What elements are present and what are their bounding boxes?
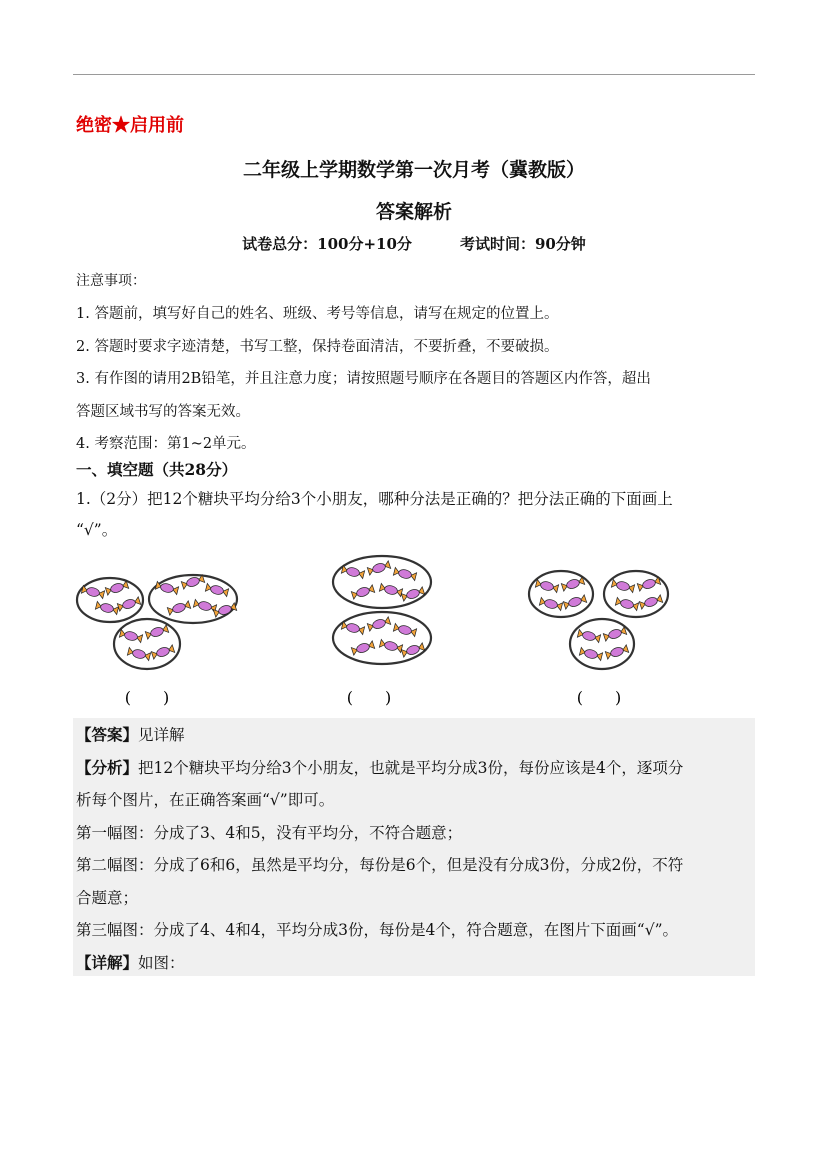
question-1-text-cont: “√”。 xyxy=(76,521,118,539)
analysis-tag: 【分析】 xyxy=(76,758,139,777)
secret-label: 绝密★启用前 xyxy=(76,115,184,136)
note-item: 2. 答题时要求字迹清楚，书写工整，保持卷面清洁，不要折叠，不要破损。 xyxy=(76,339,559,355)
answer-blank-3[interactable]: ( ) xyxy=(576,688,622,707)
answer-line xyxy=(76,723,185,745)
plate-oval xyxy=(114,619,180,669)
answer-blank-1[interactable]: ( ) xyxy=(124,688,170,707)
analysis-text: 把12个糖块平均分给3个小朋友，也就是平均分成3份，每份应该是4个，逐项分 xyxy=(138,759,684,777)
exam-meta xyxy=(73,233,755,254)
candy-figures xyxy=(73,552,755,722)
section-heading: 一、填空题（共28分） xyxy=(76,460,238,479)
analysis-line-cont: 析每个图片，在正确答案画“√”即可。 xyxy=(76,791,335,809)
total-score: 试卷总分：100分+10分 xyxy=(242,235,412,253)
figure-2-analysis: 第二幅图：分成了6和6，虽然是平均分，每份是6个，但是没有分成3份，分成2份，不符 xyxy=(76,856,684,874)
header-rule xyxy=(73,74,755,75)
notes-heading: 注意事项： xyxy=(76,273,146,289)
answer-tag: 【答案】 xyxy=(76,725,139,744)
figure-3-analysis: 第三幅图：分成了4、4和4，平均分成3份，每份是4个，符合题意，在图片下面画“√”。 xyxy=(76,921,679,939)
figure-2-analysis-cont: 合题意； xyxy=(76,889,139,907)
exam-time: 考试时间：90分钟 xyxy=(459,235,586,253)
figure-1-analysis: 第一幅图：分成了3、4和5，没有平均分，不符合题意； xyxy=(76,824,463,842)
exam-title: 二年级上学期数学第一次月考（冀教版） xyxy=(242,159,585,181)
exam-subtitle: 答案解析 xyxy=(375,201,452,223)
note-item: 4. 考察范围：第1~2单元。 xyxy=(76,436,256,452)
detail-text: 如图： xyxy=(138,954,185,972)
note-item: 1. 答题前，填写好自己的姓名、班级、考号等信息，请写在规定的位置上。 xyxy=(76,306,559,322)
question-1-text: 1.（2分）把12个糖块平均分给3个小朋友，哪种分法是正确的？把分法正确的下面画上 xyxy=(76,490,673,508)
detail-tag: 【详解】 xyxy=(76,953,139,972)
answer-text: 见详解 xyxy=(138,726,185,744)
analysis-line xyxy=(76,756,683,778)
detail-line xyxy=(76,951,185,973)
note-item: 答题区域书写的答案无效。 xyxy=(76,404,250,420)
note-item: 3. 有作图的请用2B铅笔，并且注意力度；请按照题号顺序在各题目的答题区内作答，超出 xyxy=(76,371,651,387)
answer-blank-2[interactable]: ( ) xyxy=(346,688,392,707)
